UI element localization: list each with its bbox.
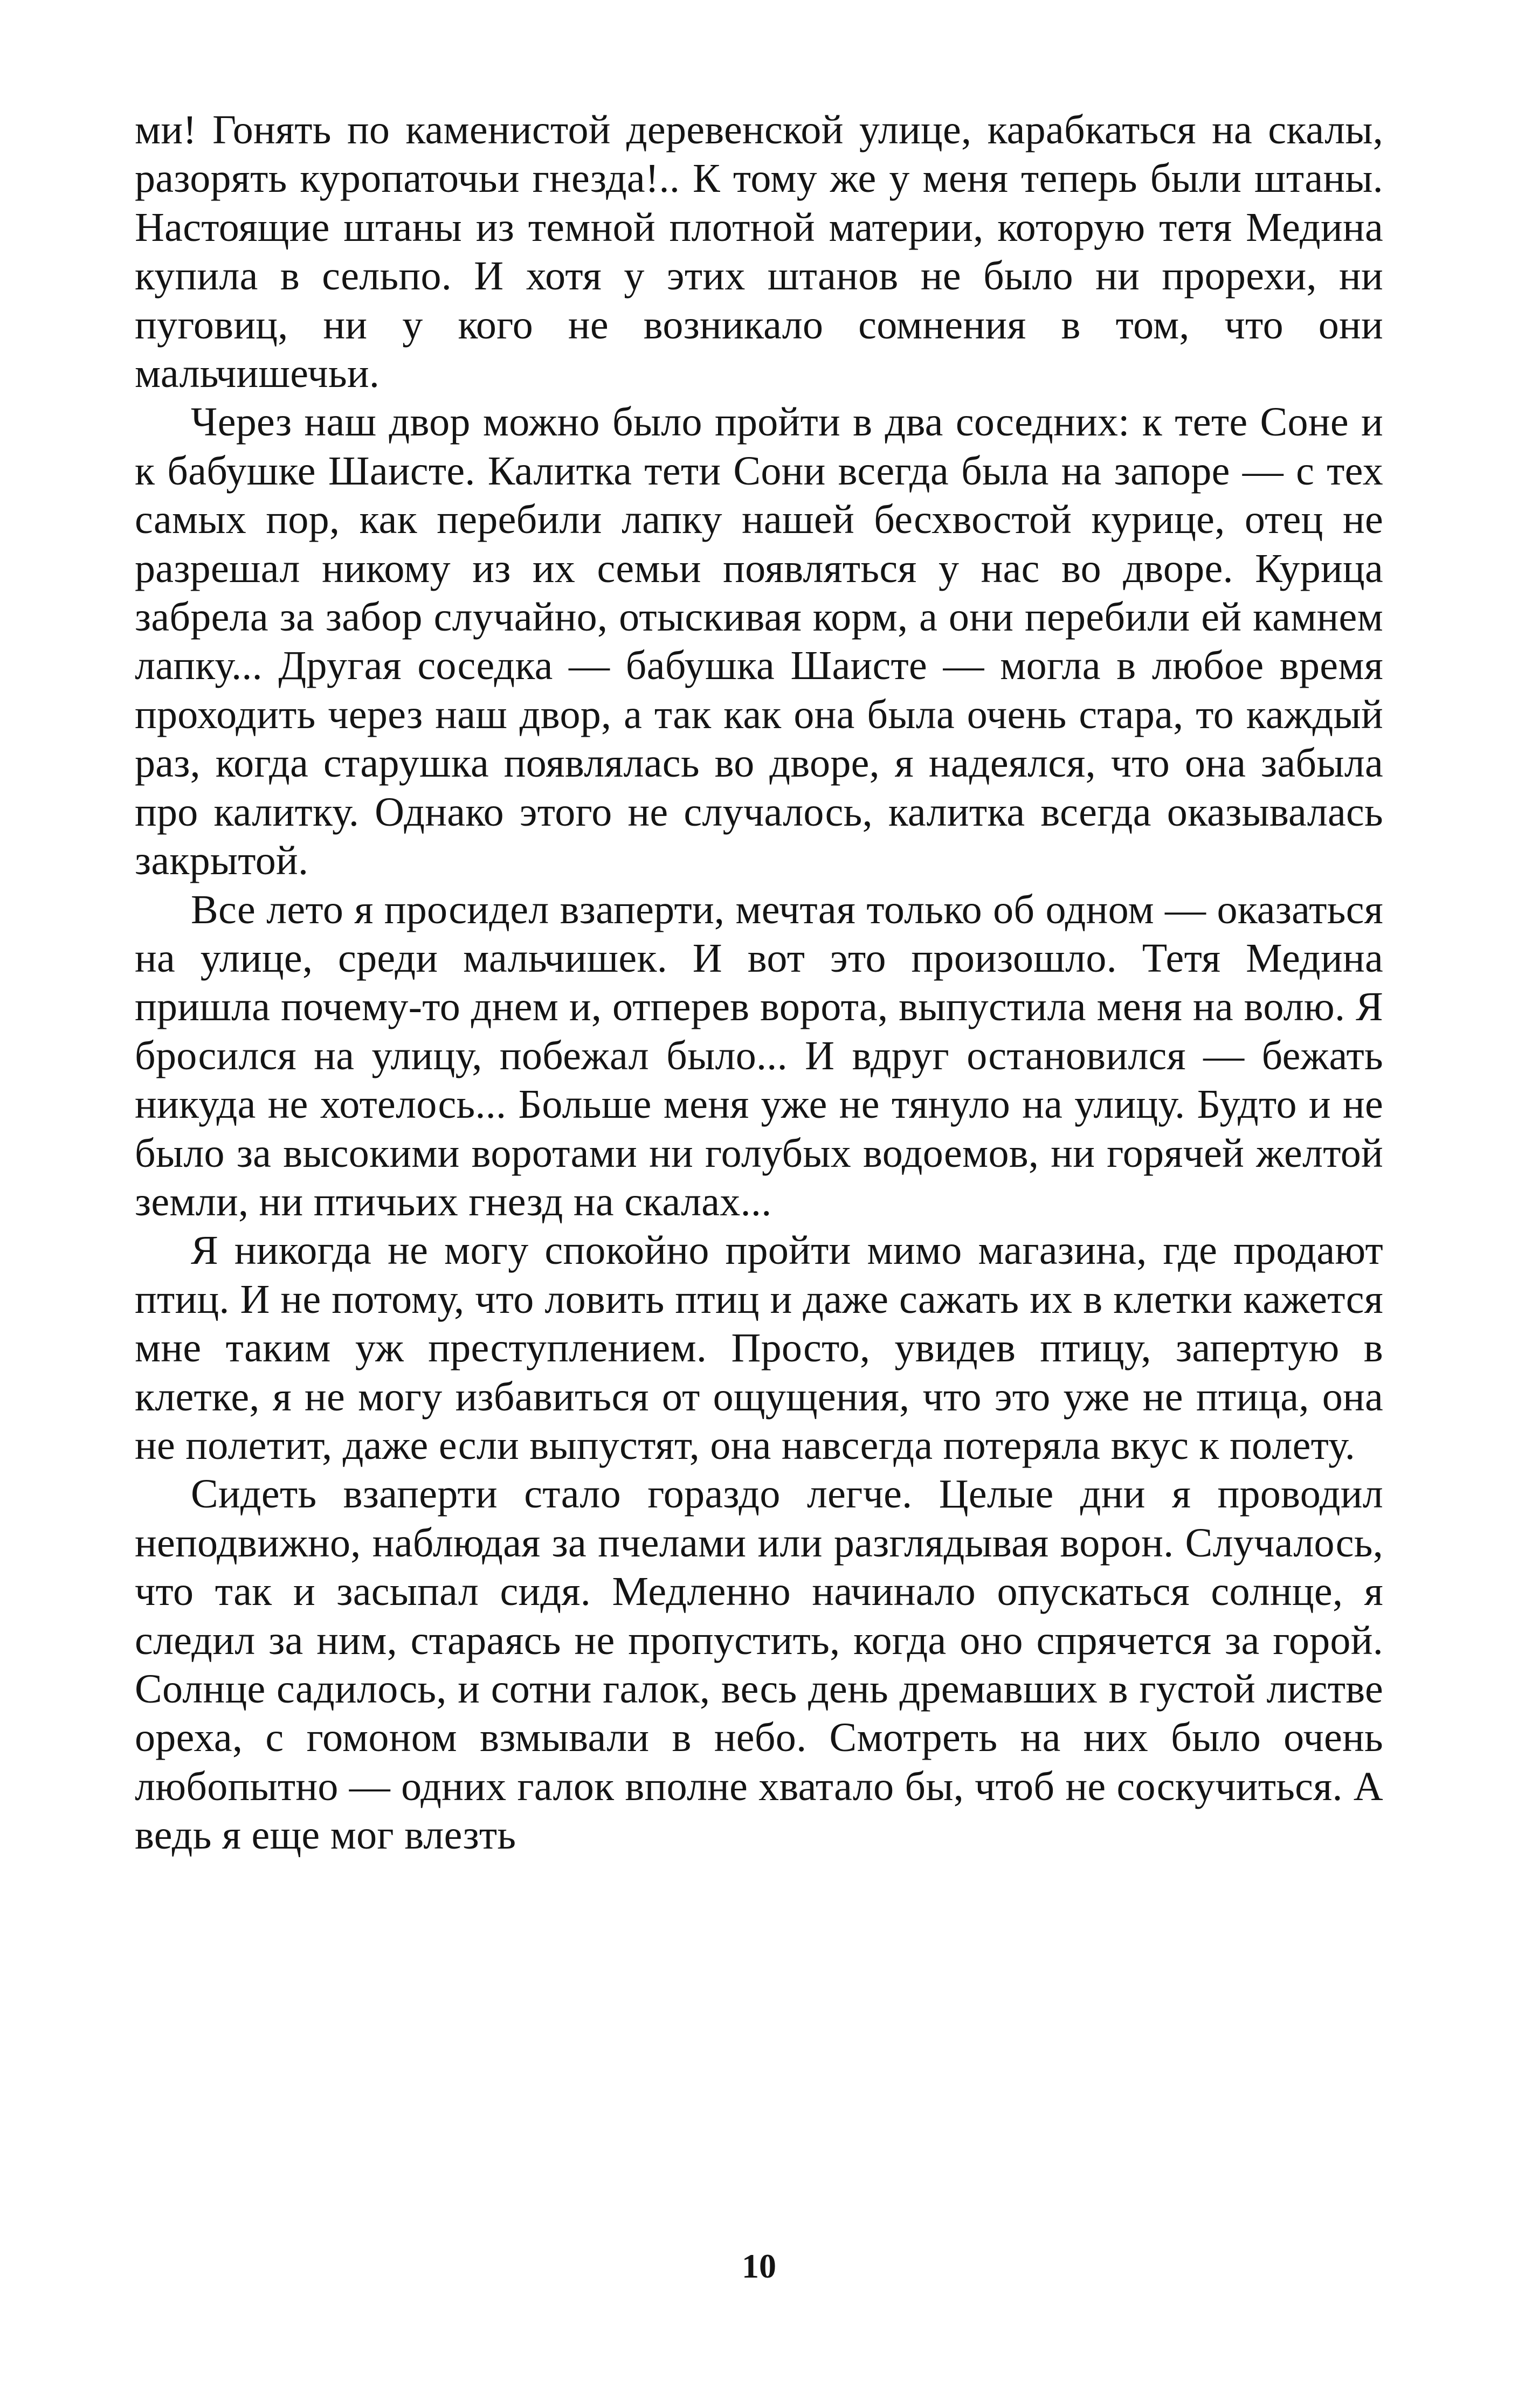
body-text xyxy=(135,106,1383,1860)
page-number: 10 xyxy=(742,2247,776,2285)
paragraph-3: Все лето я просидел взаперти, мечтая только об одном — оказаться на улице, среди мальчишек. И вот это произошло. Тетя Медина пришла почему-то днем и, отперев ворота, выпустила меня на волю. Я бросился на улицу, побежал было... И вдруг остановился — бежать никуда не хотелось... Больше меня уже не тянуло на улицу. Будто и не было за высокими воротами ни голубых водоемов, ни горячей желтой земли, ни птичьих гнезд на скалах... xyxy=(135,887,1383,1224)
paragraph-2: Через наш двор можно было пройти в два соседних: к тете Соне и к бабушке Шаисте. Калитка тети Сони всегда была на запоре — с тех самых пор, как перебили лапку нашей бесхвостой курице, отец не разрешал никому из их семьи появляться у нас во дворе. Курица забрела за забор случайно, отыскивая корм, а они перебили ей камнем лапку... Другая соседка — бабушка Шаисте — могла в любое время проходить через наш двор, а так как она была очень стара, то каждый раз, когда старушка появлялась во дворе, я надеялся, что она забыла про калитку. Однако этого не случалось, калитка всегда оказывалась закрытой. xyxy=(135,399,1383,884)
paragraph-1: ми! Гонять по каменистой деревенской улице, карабкаться на скалы, разорять куропаточьи гнезда!.. К тому же у меня теперь были штаны. Настоящие штаны из темной плотной материи, которую тетя Медина купила в сельпо. И хотя у этих штанов не было ни прорехи, ни пуговиц, ни у кого не возникало сомнения в том, что они мальчишечьи. xyxy=(135,107,1383,397)
paragraph-5: Сидеть взаперти стало гораздо легче. Целые дни я проводил неподвижно, наблюдая за пчелами или разглядывая ворон. Случалось, что так и засыпал сидя. Медленно начинало опускаться солнце, я следил за ним, стараясь не пропустить, когда оно спрячется за горой. Солнце садилось, и сотни галок, весь день дремавших в густой листве ореха, с гомоном взмывали в небо. Смотреть на них было очень любопытно — одних галок вполне хватало бы, чтоб не соскучиться. А ведь я еще мог влезть xyxy=(135,1471,1383,1858)
paragraph-4: Я никогда не могу спокойно пройти мимо магазина, где продают птиц. И не потому, что ловить птиц и даже сажать их в клетки кажется мне таким уж преступлением. Просто, увидев птицу, запертую в клетке, я не могу избавиться от ощущения, что это уже не птица, она не полетит, даже если выпустят, она навсегда потеряла вкус к полету. xyxy=(135,1228,1383,1468)
